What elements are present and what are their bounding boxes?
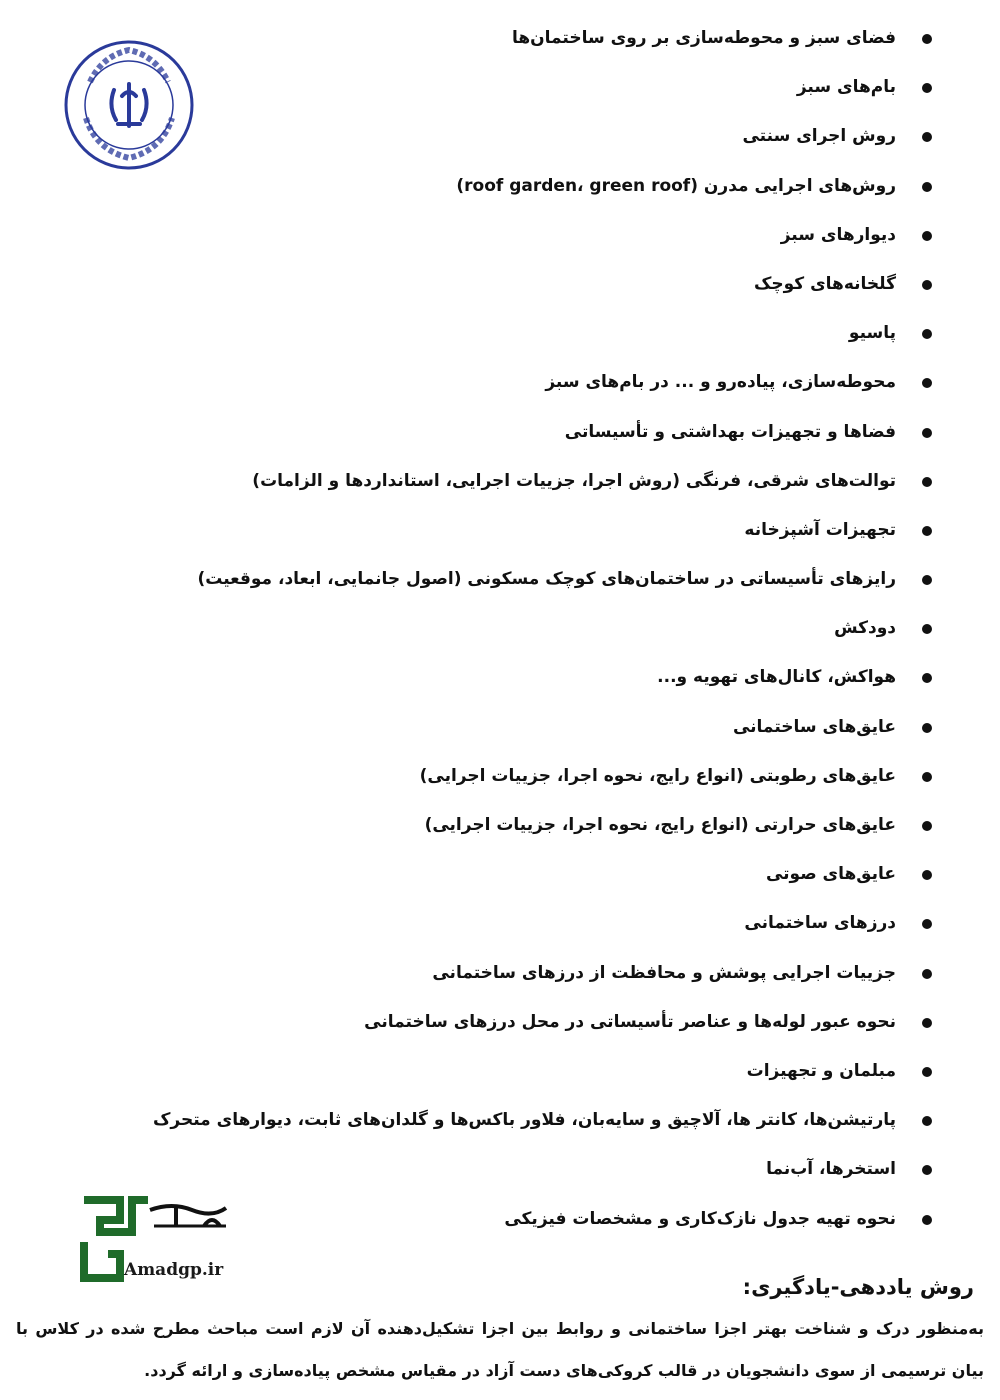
bullet-icon	[922, 231, 932, 241]
bullet-icon	[922, 1165, 932, 1175]
list-item: دودکش	[0, 604, 1000, 653]
list-item: مبلمان و تجهیزات	[0, 1047, 1000, 1096]
bullet-icon	[922, 723, 932, 733]
list-item: رایزهای تأسیساتی در ساختمان‌های کوچک مسکونی (اصول جانمایی، ابعاد، موقعیت)	[0, 555, 1000, 604]
list-item: عایق‌های ساختمانی	[0, 703, 1000, 752]
section-title: روش یاددهی-یادگیری:	[742, 1275, 974, 1299]
list-item: هواکش، کانال‌های تهویه و...	[0, 653, 1000, 702]
list-item: بام‌های سبز	[0, 63, 1000, 112]
list-item: عایق‌های رطوبتی (انواع رایج، نحوه اجرا، جزییات اجرایی)	[0, 752, 1000, 801]
section-paragraph: به‌منظور درک و شناخت بهتر اجزا ساختمانی و روابط بین اجزا تشکیل‌دهنده آن لازم است مباحث مطرح شده در کلاس با بیان ترسیمی از سوی دانشجویان در قالب کروکی‌های دست آزاد در مقیاس مشخص پیاده‌سازی و ارائه گردد.	[16, 1319, 984, 1380]
list-item: نحوه عبور لوله‌ها و عناصر تأسیساتی در محل درزهای ساختمانی	[0, 998, 1000, 1047]
list-item: فضاها و تجهیزات بهداشتی و تأسیساتی	[0, 408, 1000, 457]
bullet-icon	[922, 624, 932, 634]
list-item: جزییات اجرایی پوشش و محافظت از درزهای ساختمانی	[0, 949, 1000, 998]
official-seal-icon	[62, 38, 196, 172]
logo-caption: Amadgp.ir	[124, 1260, 224, 1280]
bullet-icon	[922, 821, 932, 831]
bullet-icon	[922, 673, 932, 683]
bullet-icon	[922, 1018, 932, 1028]
bullet-icon	[922, 280, 932, 290]
bullet-icon	[922, 526, 932, 536]
list-item: گلخانه‌های کوچک	[0, 260, 1000, 309]
list-item: روش اجرای سنتی	[0, 112, 1000, 161]
list-item: محوطه‌سازی، پیاده‌رو و ... در بام‌های سبز	[0, 358, 1000, 407]
list-item: فضای سبز و محوطه‌سازی بر روی ساختمان‌ها	[0, 14, 1000, 63]
bullet-icon	[922, 34, 932, 44]
bullet-icon	[922, 1116, 932, 1126]
bullet-icon	[922, 1067, 932, 1077]
list-item: تجهیزات آشپزخانه	[0, 506, 1000, 555]
bullet-icon	[922, 870, 932, 880]
bullet-icon	[922, 329, 932, 339]
topic-list	[0, 14, 1000, 1244]
bullet-icon	[922, 477, 932, 487]
bullet-icon	[922, 919, 932, 929]
list-item: عایق‌های حرارتی (انواع رایج، نحوه اجرا، جزییات اجرایی)	[0, 801, 1000, 850]
list-item: پارتیشن‌ها، کانتر ها، آلاچیق و سایه‌بان، فلاور باکس‌ها و گلدان‌های ثابت، دیوارهای متحرک	[0, 1096, 1000, 1145]
bullet-icon	[922, 83, 932, 93]
bullet-icon	[922, 132, 932, 142]
bullet-icon	[922, 772, 932, 782]
bullet-icon	[922, 1215, 932, 1225]
list-item: عایق‌های صوتی	[0, 850, 1000, 899]
bullet-icon	[922, 575, 932, 585]
bullet-icon	[922, 428, 932, 438]
bullet-icon	[922, 969, 932, 979]
list-item: دیوارهای سبز	[0, 211, 1000, 260]
list-item: استخرها، آب‌نما	[0, 1145, 1000, 1194]
list-item: روش‌های اجرایی مدرن (roof garden، green roof)	[0, 162, 1000, 211]
list-item: توالت‌های شرقی، فرنگی (روش اجرا، جزییات اجرایی، استانداردها و الزامات)	[0, 457, 1000, 506]
bullet-icon	[922, 182, 932, 192]
bullet-icon	[922, 378, 932, 388]
list-item: نحوه تهیه جدول نازک‌کاری و مشخصات فیزیکی	[0, 1195, 1000, 1244]
list-item: پاسیو	[0, 309, 1000, 358]
list-item: درزهای ساختمانی	[0, 899, 1000, 948]
